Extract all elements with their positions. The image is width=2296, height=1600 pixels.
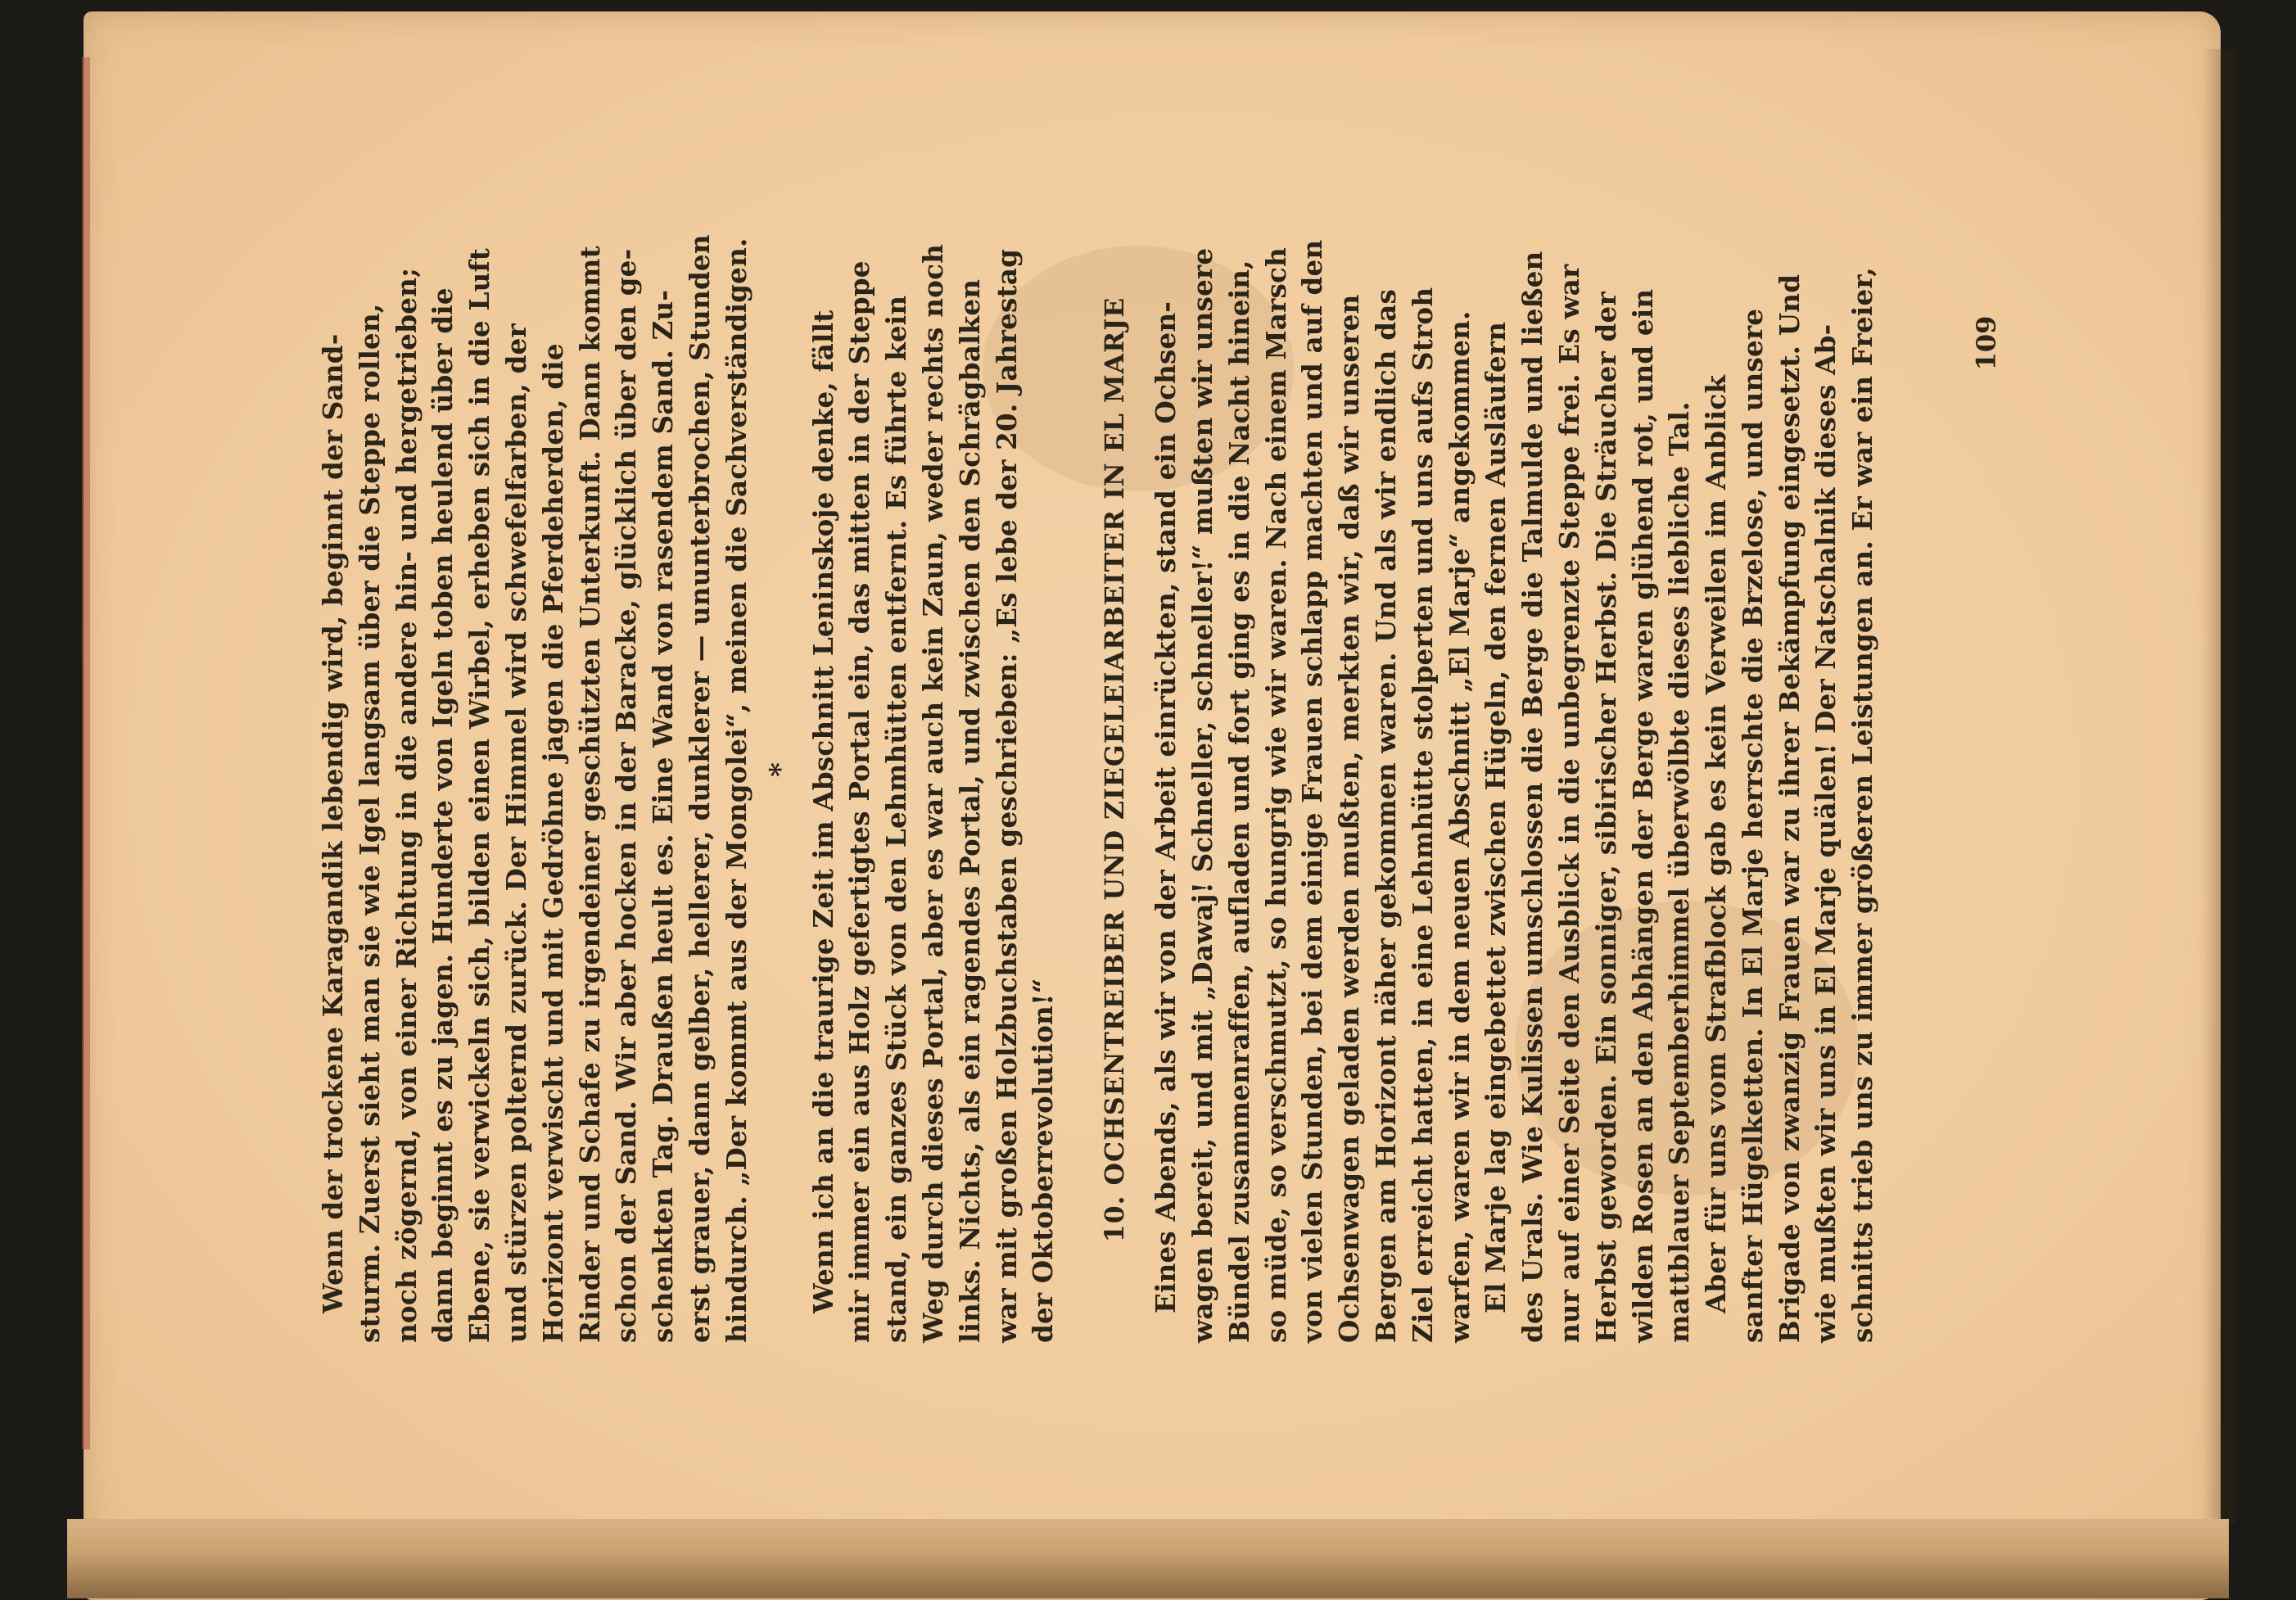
- binding-strip: [82, 57, 90, 1449]
- book-gutter: [67, 1519, 2229, 1598]
- text-line: Wenn der trockene Karagandik lebendig wird, beginnt der Sand-: [317, 333, 349, 1313]
- chapter-heading: 10. OCHSENTREIBER UND ZIEGELEIARBEITER IN EL MARJE: [1100, 296, 1131, 1243]
- text-line: warfen, waren wir in dem neuen Abschnitt „El Marje“ angekommen.: [1443, 310, 1476, 1343]
- text-line: war mit großen Holzbuchstaben geschrieben: „Es lebe der 20. Jahrestag: [990, 248, 1023, 1343]
- text-line: Ochsenwagen geladen werden mußten, merkten wir, daß wir unseren: [1333, 294, 1366, 1343]
- text-line: des Urals. Wie Kulissen umschlossen die Berge die Talmulde und ließen: [1516, 251, 1549, 1343]
- paragraph-1: [315, 197, 756, 1343]
- text-line: Brigade von zwanzig Frauen war zu ihrer Bekämpfung eingesetzt. Und: [1773, 273, 1806, 1343]
- paragraph-4: [1478, 197, 1698, 1343]
- text-line: mattblauer Septemberhimmel überwölbte dieses liebliche Tal.: [1663, 401, 1696, 1343]
- text-line: schnitts trieb uns zu immer größeren Leistungen an. Er war ein Freier,: [1846, 267, 1879, 1343]
- paragraph-3: [1148, 197, 1478, 1343]
- text-line: erst grauer, dann gelber, hellerer, dunklerer — ununterbrochen, Stunden: [683, 234, 716, 1343]
- page-number: 109: [1970, 315, 2002, 371]
- text-line: wagen bereit, und mit „Dawaj! Schneller, schneller!“ mußten wir unsere: [1186, 247, 1218, 1343]
- text-line: Ebene, sie verwickeln sich, bilden einen Wirbel, erheben sich in die Luft: [463, 248, 496, 1343]
- text-line: Eines Abends, als wir von der Arbeit einrückten, stand ein Ochsen-: [1150, 301, 1182, 1313]
- text-line: schenkten Tag. Draußen heult es. Eine Wand von rasendem Sand. Zu-: [647, 289, 680, 1343]
- paragraph-5: [1698, 197, 1882, 1343]
- text-line: Ziel erreicht hatten, in eine Lehmhütte stolperten und uns aufs Stroh: [1406, 287, 1439, 1343]
- text-line: Weg durch dieses Portal, aber es war auch kein Zaun, weder rechts noch: [916, 243, 949, 1343]
- text-line: von vielen Stunden, bei dem einige Frauen schlapp machten und auf den: [1296, 239, 1329, 1343]
- text-line: der Oktoberrevolution!“: [1027, 978, 1060, 1343]
- text-line: dann beginnt es zu jagen. Hunderte von Igeln toben heulend über die: [427, 287, 459, 1343]
- text-line: hindurch. „Der kommt aus der Mongolei“, meinen die Sachverständigen.: [720, 237, 753, 1343]
- text-line: Horizont verwischt und mit Gedröhne jagen die Pferdeherden, die: [536, 343, 569, 1343]
- text-line: mir immer ein aus Holz gefertigtes Portal ein, das mitten in der Steppe: [843, 260, 876, 1343]
- text-line: El Marje lag eingebettet zwischen Hügeln, den fernen Ausläufern: [1480, 321, 1512, 1313]
- text-line: wie mußten wir uns in El Marje quälen! Der Natschalnik dieses Ab-: [1810, 323, 1842, 1343]
- text-line: nur auf einer Seite den Ausblick in die unbegrenzte Steppe frei. Es war: [1553, 264, 1585, 1343]
- text-line: sanfter Hügelketten. In El Marje herrschte die Brzelose, und unsere: [1736, 308, 1769, 1343]
- text-line: so müde, so verschmutzt, so hungrig wie wir waren. Nach einem Marsch: [1259, 247, 1292, 1343]
- page-shadow: [2203, 49, 2235, 1523]
- text-line: Bergen am Horizont näher gekommen waren. Und als wir endlich das: [1369, 288, 1402, 1343]
- text-line: noch zögernd, von einer Richtung in die andere hin- und hergetrieben;: [390, 267, 423, 1343]
- text-line: schon der Sand. Wir aber hocken in der Baracke, glücklich über den ge-: [610, 248, 643, 1343]
- paragraph-2: [806, 197, 1063, 1343]
- text-line: Wenn ich an die traurige Zeit im Abschnitt Leninskoje denke, fällt: [807, 310, 839, 1313]
- rotated-text-block: [315, 197, 2018, 1343]
- text-line: Bündel zusammenraffen, aufladen und fort ging es in die Nacht hinein,: [1223, 260, 1255, 1343]
- text-line: stand, ein ganzes Stück von den Lehmhütten entfernt. Es führte kein: [880, 295, 913, 1343]
- text-line: sturm. Zuerst sieht man sie wie Igel langsam über die Steppe rollen,: [353, 303, 386, 1343]
- text-line: Rinder und Schafe zu irgendeiner geschützten Unterkunft. Dann kommt: [573, 246, 606, 1343]
- section-break-star: *: [763, 762, 797, 777]
- text-line: links. Nichts, als ein ragendes Portal, und zwischen den Schrägbalken: [953, 278, 986, 1343]
- text-line: wilden Rosen an den Abhängen der Berge waren glühend rot, und ein: [1626, 288, 1659, 1343]
- text-line: und stürzen polternd zurück. Der Himmel wird schwefelfarben, der: [499, 323, 532, 1343]
- text-line: Aber für uns vom Strafblock gab es kein Verweilen im Anblick: [1700, 374, 1733, 1313]
- text-line: Herbst geworden. Ein sonniger, sibirischer Herbst. Die Sträucher der: [1589, 292, 1622, 1343]
